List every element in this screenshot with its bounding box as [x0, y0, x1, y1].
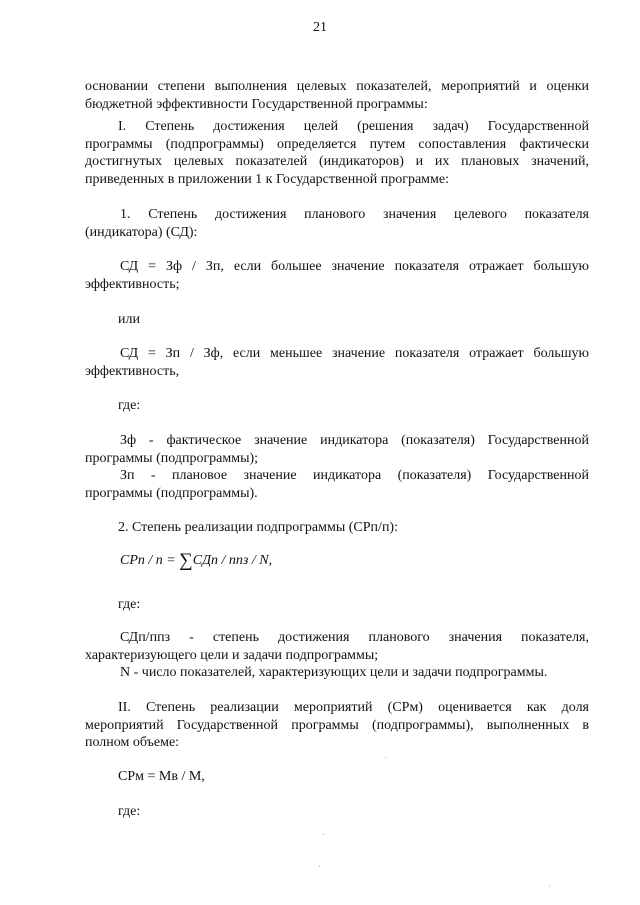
paragraph-events-degree — [85, 699, 589, 752]
text-line: программы (подпрограммы); — [85, 450, 259, 466]
text-line: 1. Степень достижения планового значения целевого показателя — [120, 207, 589, 222]
where-label: где: — [118, 804, 141, 819]
text-line: I. Степень достижения целей (решения задач) Государственной — [118, 119, 589, 134]
paragraph-subprogram-definitions — [85, 629, 589, 682]
paragraph-intro — [85, 78, 589, 113]
text-line: II. Степень реализации мероприятий (СРм) оценивается как доля — [118, 700, 589, 715]
text-line: СДп/ппз - степень достижения планового значения показателя, — [120, 630, 589, 645]
text-line: N - число показателей, характеризующих цели и задачи подпрограммы. — [120, 665, 548, 680]
scan-speck: · — [322, 830, 325, 839]
paragraph-goal-achievement — [85, 118, 589, 188]
text-line: приведенных в приложении 1 к Государственной программе: — [85, 171, 449, 187]
formula-srm: СРм = Мв / М, — [118, 769, 205, 784]
formula-left: СРп / п = — [120, 553, 180, 568]
text-line: СД = Зф / Зп, если большее значение показателя отражает большую — [120, 259, 589, 274]
page-number: 21 — [313, 20, 327, 35]
text-line: Зф - фактическое значение индикатора (показателя) Государственной — [120, 433, 589, 448]
paragraph-definitions — [85, 432, 589, 502]
text-line: эффективность, — [85, 363, 180, 379]
text-line: достигнутых целевых показателей (индикаторов) и их плановых значений, — [85, 154, 589, 169]
text-line: мероприятий Государственной программы (подпрограммы), выполненных в — [85, 717, 589, 733]
text-line: СД = Зп / Зф, если меньшее значение показателя отражает большую — [120, 346, 589, 361]
text-line: программы (подпрограммы). — [85, 485, 258, 501]
text-line: эффективность; — [85, 276, 180, 292]
text-line: (индикатора) (СД): — [85, 224, 198, 240]
scan-speck: · — [318, 862, 321, 871]
scan-speck: ˈ — [548, 884, 551, 893]
formula-sd-lower-better — [85, 345, 589, 380]
where-label: где: — [118, 398, 141, 413]
formula-right: СДп / ппз / N, — [192, 553, 273, 568]
text-line: программы (подпрограммы) определяется путем сопоставления фактически — [85, 136, 589, 152]
formula-srpp — [120, 552, 272, 570]
paragraph-subprogram-degree: 2. Степень реализации подпрограммы (СРп/п): — [118, 520, 398, 535]
text-line: полном объеме: — [85, 735, 180, 750]
text-line: основании степени выполнения целевых показателей, мероприятий и оценки — [85, 79, 589, 94]
formula-sd-higher-better — [85, 258, 589, 293]
paragraph-indicator-degree — [85, 206, 589, 241]
sum-sign: ∑ — [179, 550, 193, 571]
where-label: где: — [118, 597, 141, 612]
text-line: характеризующего цели и задачи подпрограммы; — [85, 647, 379, 663]
text-line: бюджетной эффективности Государственной программы: — [85, 96, 428, 112]
scan-speck: ˈ — [384, 756, 387, 765]
text-line: Зп - плановое значение индикатора (показателя) Государственной — [120, 468, 589, 483]
or-word: или — [118, 312, 140, 327]
